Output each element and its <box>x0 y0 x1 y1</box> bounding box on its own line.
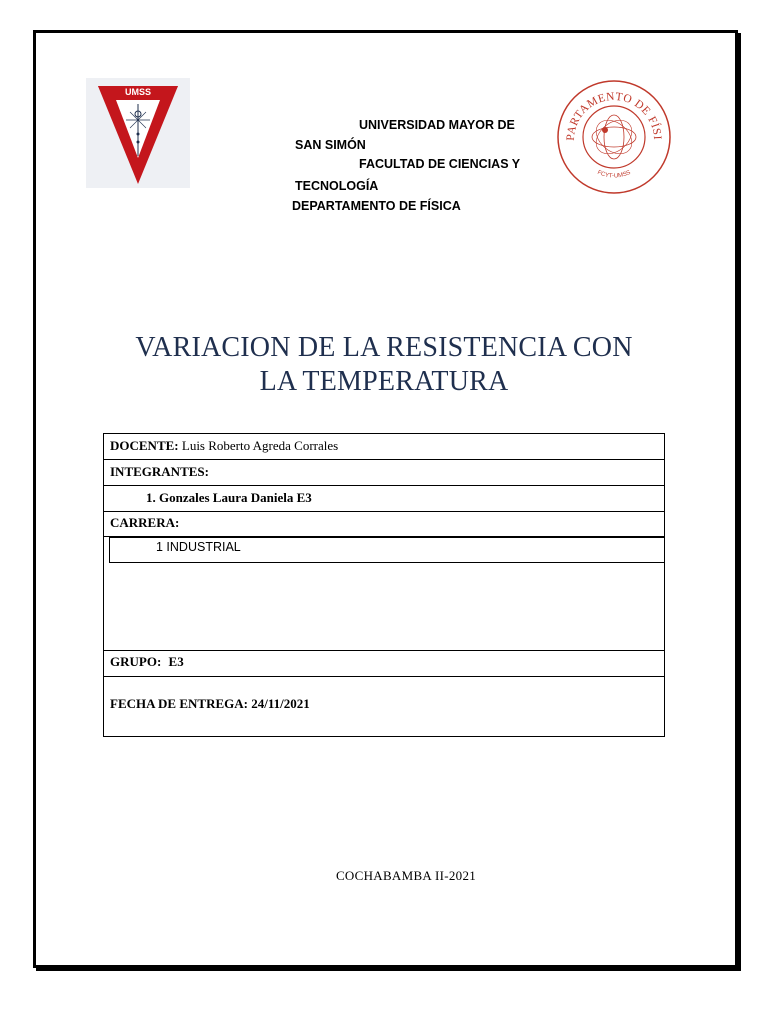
fisica-seal-logo <box>555 78 673 196</box>
department-name: DEPARTAMENTO DE FÍSICA <box>292 199 461 213</box>
docente-value: Luis Roberto Agreda Corrales <box>178 438 339 453</box>
grupo-row <box>104 651 664 677</box>
umss-shield-icon <box>86 78 190 188</box>
fecha-value: 24/11/2021 <box>251 696 310 711</box>
integrantes-row <box>104 460 664 486</box>
grupo-label: GRUPO: <box>110 654 162 669</box>
grupo-value: E3 <box>168 654 184 669</box>
document-title-line1: VARIACION DE LA RESISTENCIA CON <box>135 332 633 363</box>
seal-bottom-text: FCYT-UMSS <box>596 169 632 180</box>
university-name-line1: UNIVERSIDAD MAYOR DE <box>359 118 515 132</box>
document-title-line2: LA TEMPERATURA <box>259 366 509 397</box>
faculty-name-line1: FACULTAD DE CIENCIAS Y <box>359 157 521 171</box>
docente-row <box>104 434 664 460</box>
integrante-row <box>104 486 664 512</box>
umss-logo-text: UMSS <box>124 87 152 97</box>
carrera-blank-row <box>104 563 664 651</box>
university-name-line2: SAN SIMÓN <box>295 138 366 152</box>
carrera-value: 1 INDUSTRIAL <box>156 540 241 554</box>
fecha-row <box>104 677 664 737</box>
carrera-row <box>104 512 664 537</box>
umss-logo <box>86 78 190 188</box>
integrante-1: 1. Gonzales Laura Daniela E3 <box>146 490 312 505</box>
fisica-seal-icon <box>555 78 673 196</box>
fecha-label: FECHA DE ENTREGA: <box>110 696 248 711</box>
seal-top-text: PARTAMENTO DE FÍSI <box>564 90 664 141</box>
docente-label: DOCENTE: <box>110 438 179 453</box>
footer-place-date: COCHABAMBA II-2021 <box>335 868 477 883</box>
carrera-value-box <box>109 537 665 563</box>
faculty-name-line2: TECNOLOGÍA <box>295 179 379 193</box>
carrera-label: CARRERA: <box>110 515 180 530</box>
integrantes-label: INTEGRANTES: <box>110 464 209 479</box>
info-table <box>103 433 665 737</box>
